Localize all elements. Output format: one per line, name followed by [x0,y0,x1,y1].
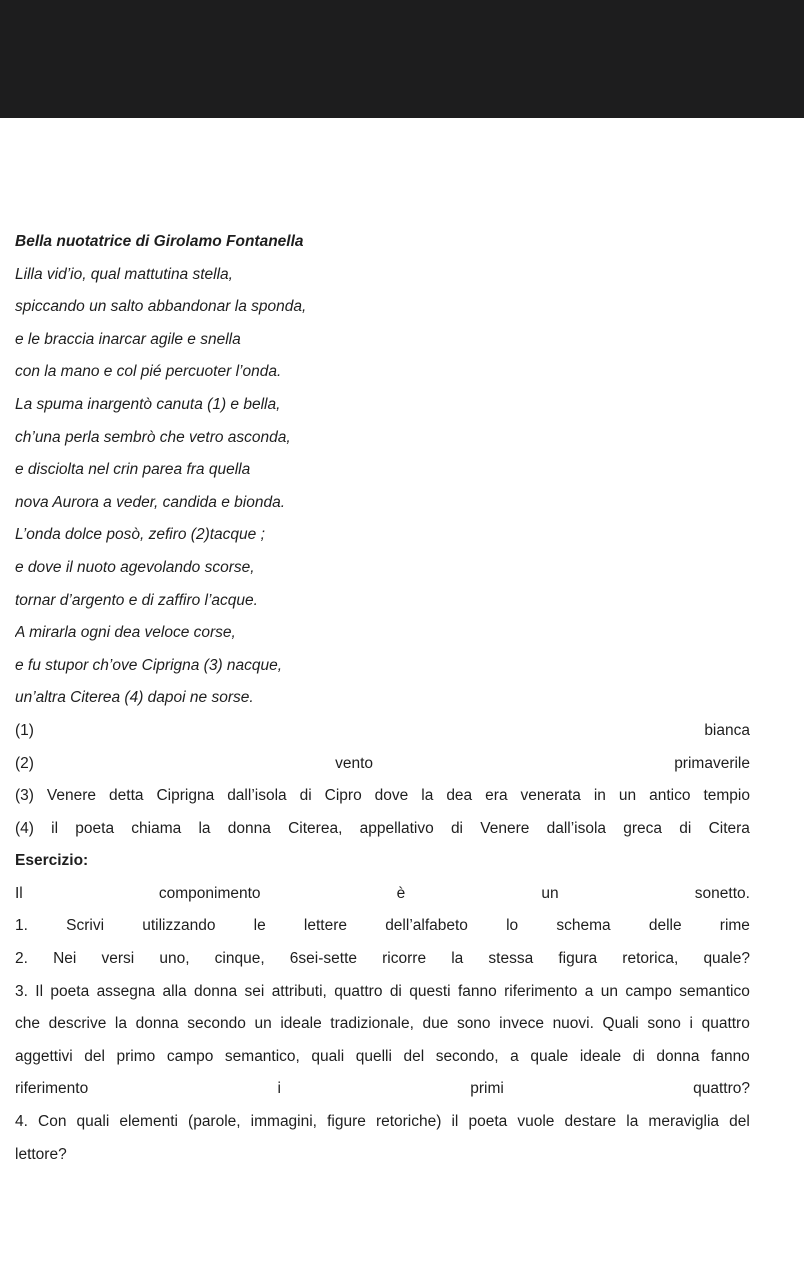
verse-line: nova Aurora a veder, candida e bionda. [15,493,286,511]
word: a [510,1047,519,1065]
word: descrive [48,1015,107,1033]
word: i [277,1080,281,1098]
word: i [689,1015,693,1033]
word: stessa [488,950,534,968]
word: del [729,1113,750,1131]
word: quale? [703,950,750,968]
verse-line: e disciolta nel crin parea fra quella [15,461,251,479]
word: vento [335,754,374,772]
word: immagini, [250,1113,317,1131]
word: antico [649,787,691,805]
word: figura [558,950,598,968]
word: un [618,787,637,805]
verse-line: Lilla vid’io, qual mattutina stella, [15,265,233,283]
verse-line: e fu stupor ch’ove Ciprigna (3) nacque, [15,656,283,674]
word: semantico [679,982,750,1000]
word: la [421,787,434,805]
word: la [451,950,464,968]
word: Venere [480,819,530,837]
word: quattro [701,1015,750,1033]
word: riferimento [15,1080,89,1098]
poem-verses [15,259,750,715]
verse-line: tornar d’argento e di zaffiro l’acque. [15,591,258,609]
footnote-line [15,715,750,748]
verse-line: e le braccia inarcar agile e snella [15,330,241,348]
word: sonetto. [694,884,750,902]
word: campo [625,982,672,1000]
word: ideale [280,1015,322,1033]
word: due [422,1015,449,1033]
word: sei [244,982,265,1000]
word: (parole, [188,1113,241,1131]
word: Ciprigna [156,787,215,805]
word: tradizionale, [330,1015,414,1033]
word: del [403,1047,425,1065]
word: (3) [15,787,34,805]
word: il [51,819,59,837]
word: ideale [579,1047,622,1065]
word: nuovi. [552,1015,594,1033]
word: secondo [187,1015,246,1033]
top-dark-bar [0,0,804,118]
exercise-line [15,976,750,1009]
exercise-line [15,1008,750,1041]
exercise-line [15,1106,750,1139]
word: questi [409,982,451,1000]
word: secondo, [435,1047,499,1065]
word: la [198,819,211,837]
word: un [600,982,618,1000]
word: quali [76,1113,110,1131]
word: figure [327,1113,366,1131]
word: Il [35,982,44,1000]
word: greca [623,819,663,837]
word: alla [162,982,187,1000]
word: lettere [303,917,347,935]
word: Citera [708,819,750,837]
word: ricorre [382,950,427,968]
word: 2. [15,950,28,968]
word: in [593,787,606,805]
exercise-heading: Esercizio: [15,852,89,870]
word: (4) [15,819,34,837]
word: dove [374,787,409,805]
word: 6sei-sette [289,950,357,968]
footnote-line [15,813,750,846]
exercise-last-line: lettore? [15,1145,67,1163]
word: donna [194,982,238,1000]
word: chiama [131,819,182,837]
word: dall’isola [227,787,287,805]
verse-line: ch’una perla sembrò che vetro asconda, [15,428,291,446]
exercise-lines [15,878,750,1139]
word: (2) [15,754,34,772]
word: un [541,884,559,902]
word: bianca [704,721,750,739]
word: riferimento [504,982,578,1000]
word: meraviglia [648,1113,720,1131]
word: è [396,884,406,902]
word: un [254,1015,272,1033]
word: quelli [355,1047,392,1065]
document [15,226,750,1171]
word: Il [15,884,23,902]
word: componimento [158,884,261,902]
footnote-line [15,780,750,813]
word: 3. [15,982,28,1000]
word: sono [456,1015,491,1033]
word: primi [470,1080,504,1098]
word: appellativo [359,819,434,837]
word: schema [556,917,611,935]
word: uno, [159,950,190,968]
verse-line: un’altra Citerea (4) dapoi ne sorse. [15,689,254,707]
word: Scrivi [66,917,105,935]
word: fanno [711,1047,750,1065]
word: di [299,787,312,805]
verse-line: L’onda dolce posò, zefiro (2)tacque ; [15,526,265,544]
word: poeta [75,819,115,837]
exercise-line [15,878,750,911]
word: primaverile [674,754,750,772]
word: campo [166,1047,214,1065]
word: a [584,982,594,1000]
verse-line: con la mano e col pié percuoter l’onda. [15,363,282,381]
word: era [485,787,508,805]
word: versi [101,950,135,968]
exercise-line [15,1073,750,1106]
word: donna [135,1015,179,1033]
word: aggettivi [15,1047,73,1065]
word: invece [499,1015,544,1033]
word: dell’alfabeto [385,917,468,935]
word: destare [564,1113,617,1131]
word: quattro [334,982,383,1000]
word: di [632,1047,645,1065]
word: di [679,819,692,837]
footnotes [15,715,750,845]
word: Quali [602,1015,639,1033]
exercise-line [15,910,750,943]
word: di [450,819,464,837]
word: 1. [15,917,28,935]
word: sono [647,1015,681,1033]
word: tempio [703,787,750,805]
word: Nei [53,950,77,968]
verse-line: La spuma inargentò canuta (1) e bella, [15,395,281,413]
word: assegna [96,982,156,1000]
word: donna [656,1047,700,1065]
word: utilizzando [142,917,216,935]
word: elementi [119,1113,178,1131]
word: vuole [517,1113,555,1131]
exercise-line [15,1041,750,1074]
word: quale [530,1047,569,1065]
word: poeta [468,1113,508,1131]
verse-line: e dove il nuoto agevolando scorse, [15,558,255,576]
word: detta [109,787,144,805]
word: donna [227,819,271,837]
word: 4. [15,1113,28,1131]
word: Con [38,1113,67,1131]
word: (1) [15,721,34,739]
word: cinque, [214,950,265,968]
word: attributi, [271,982,327,1000]
word: delle [648,917,682,935]
verse-line: A mirarla ogni dea veloce corse, [15,624,236,642]
word: le [253,917,266,935]
word: semantico, [224,1047,300,1065]
word: dea [446,787,473,805]
word: di [389,982,402,1000]
footnote-line [15,748,750,781]
word: Citerea, [288,819,343,837]
word: quattro? [693,1080,750,1098]
word: rime [719,917,750,935]
word: quali [311,1047,345,1065]
word: primo [116,1047,156,1065]
exercise-line [15,943,750,976]
word: retorica, [622,950,679,968]
word: il [451,1113,459,1131]
word: venerata [520,787,581,805]
word: dall’isola [546,819,607,837]
word: la [114,1015,127,1033]
poem-title: Bella nuotatrice di Girolamo Fontanella [15,233,304,250]
word: la [626,1113,639,1131]
word: Cipro [324,787,362,805]
verse-line: spiccando un salto abbandonar la sponda, [15,298,307,316]
word: che [15,1015,40,1033]
word: fanno [457,982,497,1000]
word: lo [506,917,519,935]
word: retoriche) [375,1113,442,1131]
word: del [84,1047,105,1065]
word: poeta [50,982,90,1000]
word: Venere [46,787,97,805]
